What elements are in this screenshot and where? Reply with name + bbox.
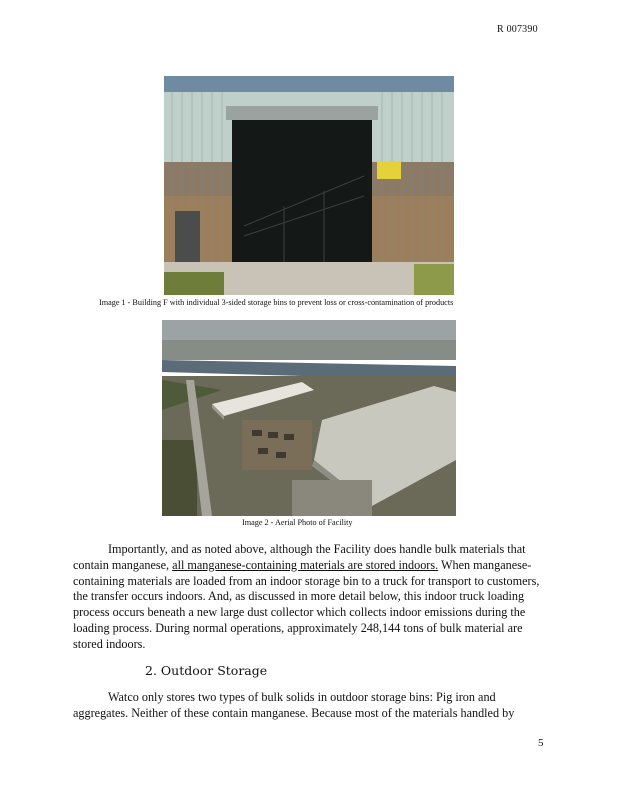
building-f-photo bbox=[164, 76, 454, 295]
paragraph-outdoor-storage bbox=[73, 690, 553, 722]
page-number: 5 bbox=[538, 737, 544, 749]
paragraph1-underlined: all manganese-containing materials are stored indoors. bbox=[172, 557, 439, 572]
aerial-facility-photo bbox=[162, 320, 456, 516]
paragraph1-lead: Importantly, and as noted above, although the Facility does handle bulk materials that contain manganese, bbox=[73, 542, 526, 572]
section-heading: 2. Outdoor Storage bbox=[145, 663, 268, 678]
paragraph1-rest: When manganese-containing materials are loaded from an indoor storage bin to a truck for transport to customers, the transfer occurs indoors. And, as discussed in more detail below, this indoor truck loading process occurs beneath a new large dust collector which collects indoor emissions during the loading process. During normal operations, approximately 248,144 tons of bulk material are stored indoors. bbox=[73, 557, 540, 651]
image-1-caption: Image 1 - Building F with individual 3-sided storage bins to prevent loss or cross-contamination of products bbox=[99, 298, 454, 307]
paragraph2-text: Watco only stores two types of bulk solids in outdoor storage bins: Pig iron and aggregates. Neither of these contain manganese. Because most of the materials handled by bbox=[73, 690, 515, 720]
bates-number: R 007390 bbox=[497, 24, 538, 35]
paragraph-indoor-storage bbox=[73, 542, 553, 653]
image-2-caption: Image 2 - Aerial Photo of Facility bbox=[242, 518, 353, 527]
